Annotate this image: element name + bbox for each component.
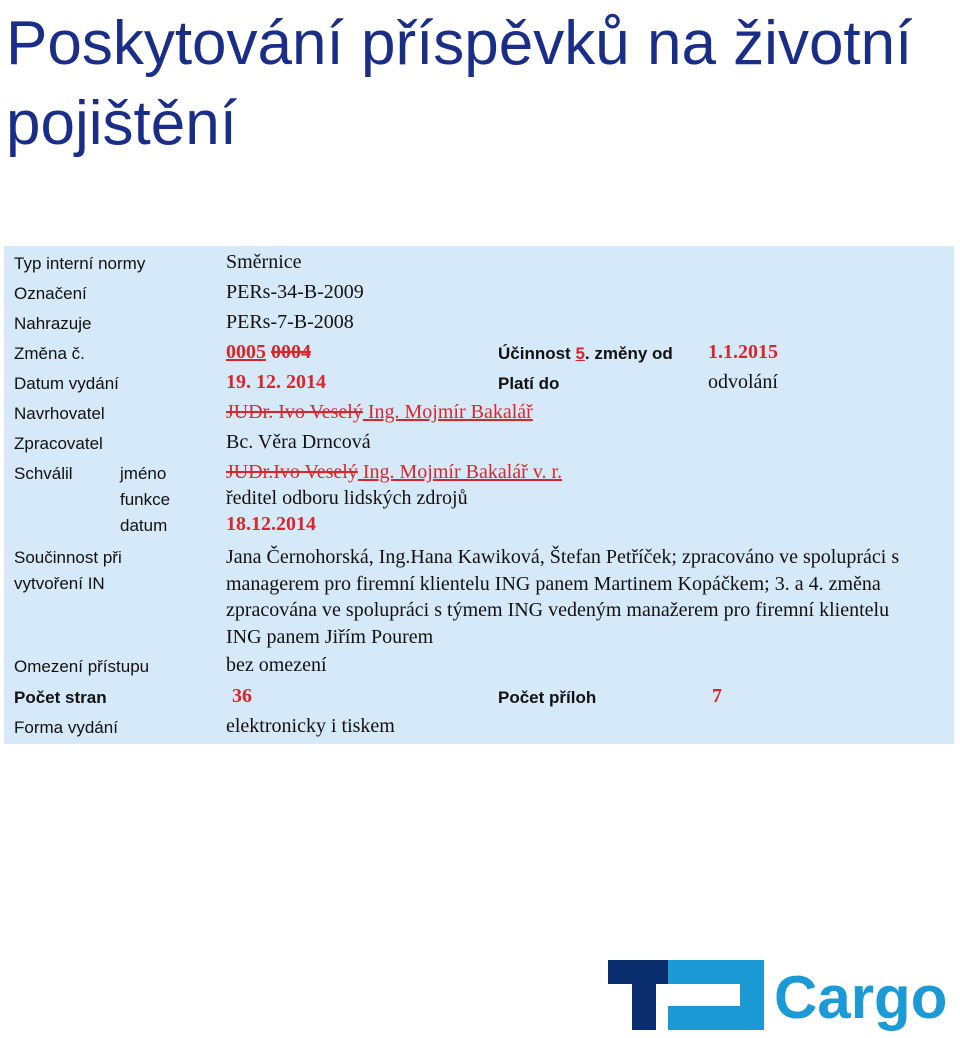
logo-mark-dark-stem bbox=[632, 984, 656, 1030]
oznaceni-label: Označení bbox=[14, 284, 87, 303]
pocet-priloh-label: Počet příloh bbox=[498, 688, 597, 707]
forma-value: elektronicky i tiskem bbox=[226, 715, 395, 737]
soucinnost-label-2: vytvoření IN bbox=[14, 574, 105, 593]
row-zmena bbox=[4, 341, 954, 369]
soucinnost-value: Jana Černohorská, Ing.Hana Kawiková, Štefan Petříček; zpracováno ve spolupráci s managerem pro firemní klientelu ING panem Martinem Kopáčkem; 3. a 4. změna zpracována ve spolupráci s týmem ING vedeným manažerem pro firemní klientelu ING panem Jiřím Pourem bbox=[226, 546, 900, 648]
funkce-value: ředitel odboru lidských zdrojů bbox=[226, 487, 468, 509]
row-zpracovatel bbox=[4, 431, 954, 459]
typ-label: Typ interní normy bbox=[14, 254, 146, 273]
navrhovatel-old: JUDr. Ivo Veselý bbox=[226, 401, 363, 423]
row-pocet-stran bbox=[4, 685, 954, 713]
navrhovatel-label: Navrhovatel bbox=[14, 404, 105, 423]
document-info-table bbox=[4, 246, 954, 744]
logo-text: Cargo bbox=[774, 964, 948, 1031]
pocet-stran-label: Počet stran bbox=[14, 688, 107, 707]
row-datum-vydani bbox=[4, 371, 954, 399]
soucinnost-label-1: Součinnost při bbox=[14, 548, 122, 567]
datum-vydani-value: 19. 12. 2014 bbox=[226, 371, 326, 393]
zmena-new: 0005 bbox=[226, 341, 266, 363]
datum-value: 18.12.2014 bbox=[226, 513, 316, 535]
funkce-label: funkce bbox=[120, 490, 171, 509]
oznaceni-value: PERs-34-B-2009 bbox=[226, 281, 364, 303]
cargo-logo bbox=[606, 956, 956, 1032]
row-oznaceni bbox=[4, 281, 954, 309]
schvalil-jmeno-value bbox=[226, 461, 562, 484]
row-soucinnost bbox=[4, 545, 954, 655]
row-forma bbox=[4, 715, 954, 743]
ucinnost-label-a: Účinnost bbox=[498, 344, 576, 363]
pocet-stran-value: 36 bbox=[232, 685, 252, 707]
datum-label: datum bbox=[120, 516, 168, 535]
logo-mark-light-bottom bbox=[668, 1006, 764, 1030]
ucinnost-value: 1.1.2015 bbox=[708, 341, 778, 363]
nahrazuje-label: Nahrazuje bbox=[14, 314, 92, 333]
plati-do-label: Platí do bbox=[498, 374, 560, 393]
navrhovatel-new: Ing. Mojmír Bakalář bbox=[362, 401, 533, 423]
navrhovatel-value bbox=[226, 401, 533, 424]
schvalil-new: Ing. Mojmír Bakalář v. r. bbox=[357, 461, 563, 483]
omezeni-label: Omezení přístupu bbox=[14, 657, 150, 676]
schvalil-label: Schválil bbox=[14, 464, 73, 483]
row-nahrazuje bbox=[4, 311, 954, 339]
zmena-label: Změna č. bbox=[14, 344, 85, 363]
row-typ bbox=[4, 251, 954, 279]
nahrazuje-value: PERs-7-B-2008 bbox=[226, 311, 354, 333]
zpracovatel-value: Bc. Věra Drncová bbox=[226, 431, 371, 453]
row-omezeni bbox=[4, 654, 954, 682]
ucinnost-label-b: 5 bbox=[575, 344, 585, 363]
omezeni-value: bez omezení bbox=[226, 654, 327, 676]
row-schvalil bbox=[4, 461, 954, 541]
plati-do-value: odvolání bbox=[708, 371, 778, 393]
schvalil-old: JUDr.Ivo Veselý bbox=[226, 461, 358, 483]
logo-mark-light-top bbox=[668, 960, 764, 984]
row-navrhovatel bbox=[4, 401, 954, 429]
jmeno-label: jméno bbox=[120, 464, 167, 483]
ucinnost-label bbox=[498, 344, 673, 364]
zmena-old: 0004 bbox=[271, 341, 311, 363]
datum-vydani-label: Datum vydání bbox=[14, 374, 119, 393]
pocet-priloh-value: 7 bbox=[712, 685, 722, 707]
ucinnost-label-c: . změny od bbox=[584, 344, 673, 363]
zpracovatel-label: Zpracovatel bbox=[14, 434, 103, 453]
document-title: Poskytování příspěvků na životní pojištění bbox=[6, 9, 913, 158]
typ-value: Směrnice bbox=[226, 251, 302, 273]
zmena-value bbox=[226, 341, 311, 364]
forma-label: Forma vydání bbox=[14, 718, 118, 737]
